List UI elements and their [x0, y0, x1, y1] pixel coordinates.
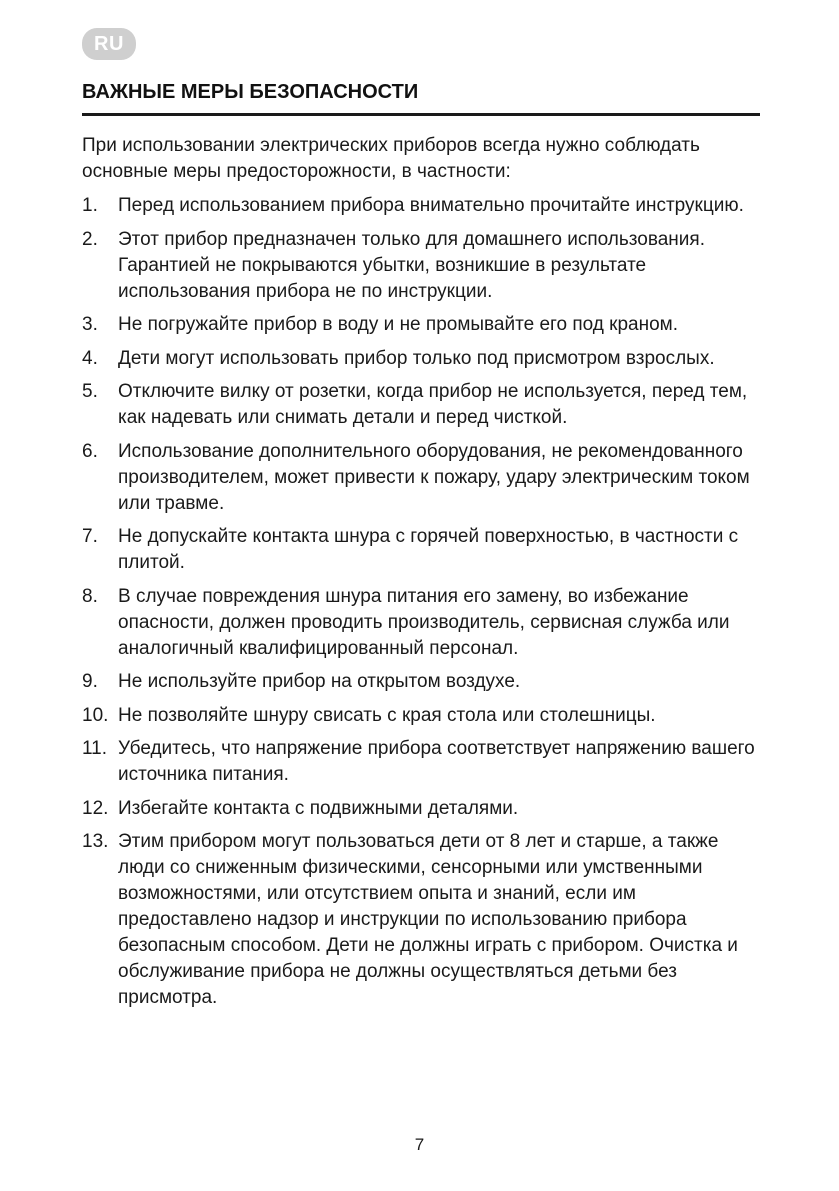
- item-number: 7.: [82, 526, 98, 547]
- list-item: [82, 524, 766, 576]
- intro-paragraph: При использовании электрических приборов всегда нужно соблюдать основные меры предосторожности, в частности:: [82, 135, 700, 182]
- list-item: [82, 227, 766, 305]
- item-number: 8.: [82, 585, 98, 607]
- list-item: [82, 584, 766, 662]
- list-item: [82, 736, 766, 788]
- list-item: [82, 796, 766, 822]
- list-item: [82, 439, 766, 517]
- language-badge: RU: [82, 28, 136, 60]
- title-divider: [82, 113, 760, 116]
- item-number: 2.: [82, 228, 98, 250]
- item-number: 13.: [82, 831, 109, 852]
- item-number: 10.: [82, 704, 109, 726]
- list-item: [82, 312, 766, 338]
- item-text: Этим прибором могут пользоваться дети от 8 лет и старше, а также люди со сниженным физическими, сенсорными или умственными возможностями, или отсутствием опыта и знаний, если им предоставлено надзор и инструкции по использованию прибора безопасным способом. Дети не должны играть с прибором. Очистка и обслуживание прибора не должны осуществляться детьми без присмотра.: [118, 831, 738, 1008]
- item-text: Перед использованием прибора внимательно прочитайте инструкцию.: [118, 195, 744, 216]
- item-number: 5.: [82, 381, 98, 402]
- safety-rules-list: [82, 193, 766, 1019]
- item-number: 9.: [82, 671, 98, 692]
- page-title: ВАЖНЫЕ МЕРЫ БЕЗОПАСНОСТИ: [82, 81, 419, 103]
- list-item: [82, 193, 766, 219]
- item-number: 11.: [82, 738, 108, 759]
- item-text: Использование дополнительного оборудования, не рекомендованного производителем, может привести к пожару, удару электрическим током или травме.: [118, 440, 750, 514]
- item-number: 4.: [82, 347, 98, 369]
- item-text: Убедитесь, что напряжение прибора соответствует напряжению вашего источника питания.: [118, 738, 755, 785]
- item-text: В случае повреждения шнура питания его замену, во избежание опасности, должен проводить производитель, сервисная служба или аналогичный квалифицированный персонал.: [118, 585, 730, 659]
- item-number: 3.: [82, 314, 98, 335]
- item-text: Не погружайте прибор в воду и не промывайте его под краном.: [118, 314, 679, 335]
- item-text: Этот прибор предназначен только для домашнего использования. Гарантией не покрываются убытки, возникшие в результате использования прибора не по инструкции.: [118, 228, 705, 302]
- item-text: Избегайте контакта с подвижными деталями.: [118, 797, 519, 819]
- list-item: [82, 703, 766, 729]
- item-text: Не позволяйте шнуру свисать с края стола или столешницы.: [118, 704, 656, 726]
- list-item: [82, 379, 766, 431]
- item-number: 12.: [82, 797, 109, 819]
- list-item: [82, 346, 766, 372]
- list-item: [82, 829, 766, 1011]
- page-number: 7: [414, 1135, 425, 1154]
- item-text: Дети могут использовать прибор только под присмотром взрослых.: [118, 347, 715, 369]
- item-text: Не допускайте контакта шнура с горячей поверхностью, в частности с плитой.: [118, 526, 739, 573]
- item-number: 6.: [82, 440, 98, 462]
- item-number: 1.: [82, 195, 98, 216]
- list-item: [82, 669, 766, 695]
- item-text: Не используйте прибор на открытом воздухе.: [118, 671, 521, 692]
- item-text: Отключите вилку от розетки, когда прибор не используется, перед тем, как надевать или снимать детали и перед чисткой.: [118, 381, 748, 428]
